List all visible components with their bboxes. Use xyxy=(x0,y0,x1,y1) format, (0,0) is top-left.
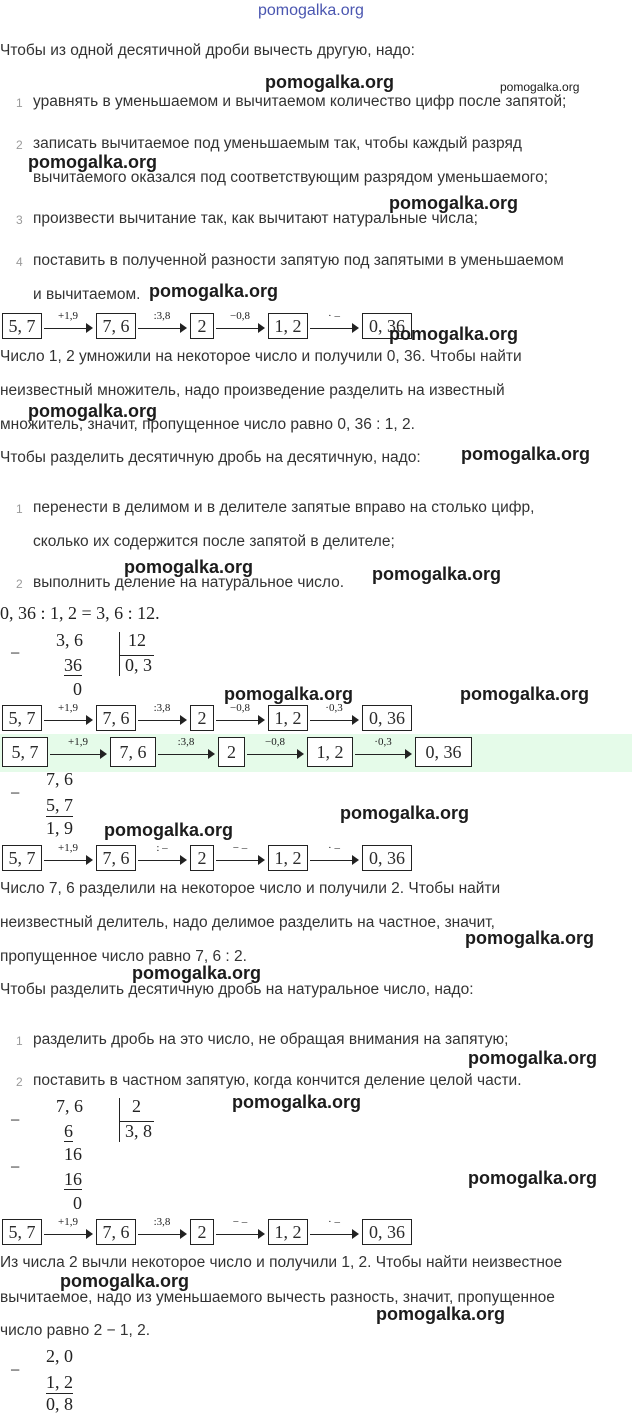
step-number: 4 xyxy=(16,255,23,269)
watermark: pomogalka.org xyxy=(132,963,262,983)
chain-box: 2 xyxy=(190,705,214,731)
paragraph-line: Число 1, 2 умножили на некоторое число и получили 0, 36. Чтобы найти xyxy=(0,348,522,365)
step-number: 3 xyxy=(16,213,23,227)
subtrahend: 1, 2 xyxy=(46,1372,73,1392)
watermark: pomogalka.org xyxy=(389,324,519,344)
arrow-head-icon xyxy=(86,855,93,865)
division-bar xyxy=(119,632,120,676)
chain-arrow xyxy=(156,737,216,767)
step-text: выполнить деление на натуральное число. xyxy=(33,574,345,591)
arrow-head-icon xyxy=(258,323,265,333)
chain-box: 1, 2 xyxy=(268,705,308,731)
chain-operation: :3,8 xyxy=(177,736,195,748)
arrow-line xyxy=(138,720,182,721)
chain-arrow xyxy=(136,311,188,341)
chain-box: 5, 7 xyxy=(2,737,48,767)
chain-arrow xyxy=(308,311,360,341)
chain-operation: −0,8 xyxy=(230,310,250,322)
chain-arrow xyxy=(214,1217,266,1247)
minus-sign: − xyxy=(10,1110,21,1130)
chain-operation: − – xyxy=(232,842,248,854)
step-text: разделить дробь на это число, не обращая внимания на запятую; xyxy=(33,1031,509,1048)
chain-box: 0, 36 xyxy=(362,705,412,731)
watermark: pomogalka.org xyxy=(265,72,395,92)
chain-box: 1, 2 xyxy=(268,313,308,339)
arrow-line xyxy=(216,328,260,329)
chain-arrow xyxy=(214,843,266,873)
arrow-head-icon xyxy=(352,1229,359,1239)
watermark: pomogalka.org xyxy=(60,1271,190,1291)
arrow-line xyxy=(310,720,354,721)
watermark: pomogalka.org xyxy=(104,820,234,840)
step-text: и вычитаемом. xyxy=(33,286,141,303)
chain-box: 7, 6 xyxy=(96,705,136,731)
watermark: pomogalka.org xyxy=(500,80,580,94)
chain-box: 5, 7 xyxy=(2,1219,42,1245)
arrow-line xyxy=(138,860,182,861)
dividend: 3, 6 xyxy=(56,630,83,650)
arrow-head-icon xyxy=(180,715,187,725)
step-text: произвести вычитание так, как вычитают натуральные числа; xyxy=(33,210,478,227)
arrow-head-icon xyxy=(86,715,93,725)
paragraph-line: число равно 2 − 1, 2. xyxy=(0,1322,151,1339)
step-text: сколько их содержится после запятой в делителе; xyxy=(33,533,395,550)
chain-box: 2 xyxy=(190,1219,214,1245)
arrow-line xyxy=(216,720,260,721)
step-number: 1 xyxy=(16,1034,23,1048)
arrow-line xyxy=(216,860,260,861)
chain-operation: :3,8 xyxy=(153,310,171,322)
chain-arrow xyxy=(308,1217,360,1247)
chain-operation: :3,8 xyxy=(153,1216,171,1228)
arrow-line xyxy=(355,754,407,755)
chain-arrow xyxy=(245,737,305,767)
minuend: 7, 6 xyxy=(46,769,73,789)
chain-arrow xyxy=(308,703,360,733)
chain-operation: +1,9 xyxy=(58,310,78,322)
chain-operation: : – xyxy=(156,842,168,854)
minus-sign: − xyxy=(10,1157,21,1177)
divisor: 12 xyxy=(128,630,146,650)
minus-sign: − xyxy=(10,783,21,803)
arrow-head-icon xyxy=(352,855,359,865)
chain-box: 7, 6 xyxy=(110,737,156,767)
division-bar xyxy=(119,1098,120,1142)
arrow-head-icon xyxy=(208,749,215,759)
chain-arrow xyxy=(42,843,94,873)
arrow-head-icon xyxy=(297,749,304,759)
arrow-line xyxy=(310,328,354,329)
partial-dividend: 16 xyxy=(64,1144,82,1164)
arrow-head-icon xyxy=(180,855,187,865)
watermark: pomogalka.org xyxy=(232,1092,362,1112)
watermark: pomogalka.org xyxy=(258,2,364,19)
section2-intro: Чтобы разделить десятичную дробь на десятичную, надо: xyxy=(0,449,421,466)
arrow-line xyxy=(44,328,88,329)
chain-arrow xyxy=(214,703,266,733)
watermark: pomogalka.org xyxy=(389,193,519,213)
arrow-head-icon xyxy=(86,1229,93,1239)
arrow-line xyxy=(247,754,299,755)
watermark: pomogalka.org xyxy=(149,281,279,301)
chain-box: 2 xyxy=(190,313,214,339)
arrow-head-icon xyxy=(258,1229,265,1239)
chain-arrow xyxy=(136,1217,188,1247)
chain-operation: · – xyxy=(328,310,340,322)
paragraph-line: вычитаемое, надо из уменьшаемого вычесть разность, значит, пропущенное xyxy=(0,1289,555,1306)
remainder: 0 xyxy=(73,679,82,699)
chain-arrow xyxy=(214,311,266,341)
chain-operation: −0,8 xyxy=(230,702,250,714)
paragraph-line: пропущенное число равно 7, 6 : 2. xyxy=(0,948,247,965)
subtrahend: 36 xyxy=(64,655,82,675)
section3-intro: Чтобы разделить десятичную дробь на натуральное число, надо: xyxy=(0,981,474,998)
chain-box: 0, 36 xyxy=(415,737,472,767)
chain-box: 7, 6 xyxy=(96,845,136,871)
step-text: записать вычитаемое под уменьшаемым так, чтобы каждый разряд xyxy=(33,135,522,152)
chain-box: 7, 6 xyxy=(96,1219,136,1245)
chain-box: 5, 7 xyxy=(2,705,42,731)
divisor: 2 xyxy=(132,1096,141,1116)
watermark: pomogalka.org xyxy=(340,803,470,823)
arrow-line xyxy=(44,860,88,861)
difference: 0, 8 xyxy=(46,1394,73,1414)
chain-operation: +1,9 xyxy=(58,702,78,714)
chain-operation: · – xyxy=(328,842,340,854)
arrow-head-icon xyxy=(180,323,187,333)
chain-operation: −0,8 xyxy=(265,736,285,748)
chain-box: 0, 36 xyxy=(362,1219,412,1245)
arrow-line xyxy=(44,1234,88,1235)
arrow-head-icon xyxy=(405,749,412,759)
chain-operation: :3,8 xyxy=(153,702,171,714)
watermark: pomogalka.org xyxy=(28,152,158,172)
chain-operation: +1,9 xyxy=(58,842,78,854)
watermark: pomogalka.org xyxy=(465,928,595,948)
arrow-head-icon xyxy=(352,323,359,333)
step-number: 2 xyxy=(16,1075,23,1089)
watermark: pomogalka.org xyxy=(372,564,502,584)
chain-box: 2 xyxy=(218,737,245,767)
minus-sign: − xyxy=(10,1360,21,1380)
chain-arrow xyxy=(136,843,188,873)
step-number: 2 xyxy=(16,577,23,591)
arrow-line xyxy=(138,1234,182,1235)
subtrahend: 16 xyxy=(64,1169,82,1189)
watermark: pomogalka.org xyxy=(376,1304,506,1324)
arrow-line xyxy=(310,1234,354,1235)
watermark: pomogalka.org xyxy=(124,557,254,577)
chain-box: 1, 2 xyxy=(268,845,308,871)
step-text: поставить в полученной разности запятую под запятыми в уменьшаемом xyxy=(33,252,564,269)
dividend: 7, 6 xyxy=(56,1096,83,1116)
watermark: pomogalka.org xyxy=(460,684,590,704)
step-text: поставить в частном запятую, когда кончится деление целой части. xyxy=(33,1072,522,1089)
arrow-line xyxy=(44,720,88,721)
chain-arrow xyxy=(353,737,413,767)
arrow-line xyxy=(158,754,210,755)
paragraph-line: множитель, значит, пропущенное число равно 0, 36 : 1, 2. xyxy=(0,416,415,433)
paragraph-line: Из числа 2 вычли некоторое число и получили 1, 2. Чтобы найти неизвестное xyxy=(0,1254,563,1271)
arrow-head-icon xyxy=(258,855,265,865)
chain-operation: +1,9 xyxy=(58,1216,78,1228)
arrow-head-icon xyxy=(180,1229,187,1239)
chain-arrow xyxy=(42,1217,94,1247)
step-number: 1 xyxy=(16,502,23,516)
chain-box: 0, 36 xyxy=(362,313,412,339)
arrow-line xyxy=(50,754,102,755)
chain-box: 1, 2 xyxy=(268,1219,308,1245)
chain-box: 0, 36 xyxy=(362,845,412,871)
paragraph-line: Число 7, 6 разделили на некоторое число и получили 2. Чтобы найти xyxy=(0,880,501,897)
difference: 1, 9 xyxy=(46,818,73,838)
remainder: 0 xyxy=(73,1193,82,1213)
chain-arrow xyxy=(48,737,108,767)
watermark: pomogalka.org xyxy=(468,1168,598,1188)
chain-box: 2 xyxy=(190,845,214,871)
step-text: вычитаемого оказался под соответствующим разрядом уменьшаемого; xyxy=(33,169,549,186)
chain-arrow xyxy=(308,843,360,873)
equation: 0, 36 : 1, 2 = 3, 6 : 12. xyxy=(0,603,160,623)
chain-operation: ·0,3 xyxy=(374,736,392,748)
step-text: перенести в делимом и в делителе запятые вправо на столько цифр, xyxy=(33,499,535,516)
chain-operation: +1,9 xyxy=(68,736,88,748)
quotient: 0, 3 xyxy=(125,655,152,675)
step-number: 1 xyxy=(16,96,23,110)
watermark: pomogalka.org xyxy=(28,401,158,421)
arrow-head-icon xyxy=(100,749,107,759)
paragraph-line: неизвестный делитель, надо делимое разделить на частное, значит, xyxy=(0,914,495,931)
quotient: 3, 8 xyxy=(125,1121,152,1141)
subtrahend: 6 xyxy=(64,1121,73,1141)
chain-arrow xyxy=(136,703,188,733)
chain-box: 7, 6 xyxy=(96,313,136,339)
chain-operation: ·0,3 xyxy=(325,702,343,714)
watermark: pomogalka.org xyxy=(468,1048,598,1068)
chain-operation: − – xyxy=(232,1216,248,1228)
step-number: 2 xyxy=(16,138,23,152)
watermark: pomogalka.org xyxy=(224,684,354,704)
watermark: pomogalka.org xyxy=(461,444,591,464)
subtrahend: 5, 7 xyxy=(46,795,73,815)
chain-box: 5, 7 xyxy=(2,313,42,339)
minus-sign: − xyxy=(10,643,21,663)
arrow-line xyxy=(310,860,354,861)
paragraph-line: неизвестный множитель, надо произведение разделить на известный xyxy=(0,382,505,399)
arrow-head-icon xyxy=(352,715,359,725)
chain-box: 1, 2 xyxy=(307,737,353,767)
arrow-line xyxy=(138,328,182,329)
minuend: 2, 0 xyxy=(46,1346,73,1366)
step-text: уравнять в уменьшаемом и вычитаемом количество цифр после запятой; xyxy=(33,93,567,110)
arrow-line xyxy=(216,1234,260,1235)
arrow-head-icon xyxy=(86,323,93,333)
chain-operation: · – xyxy=(328,1216,340,1228)
arrow-head-icon xyxy=(258,715,265,725)
section1-intro: Чтобы из одной десятичной дроби вычесть другую, надо: xyxy=(0,42,415,59)
chain-box: 5, 7 xyxy=(2,845,42,871)
chain-arrow xyxy=(42,703,94,733)
chain-arrow xyxy=(42,311,94,341)
